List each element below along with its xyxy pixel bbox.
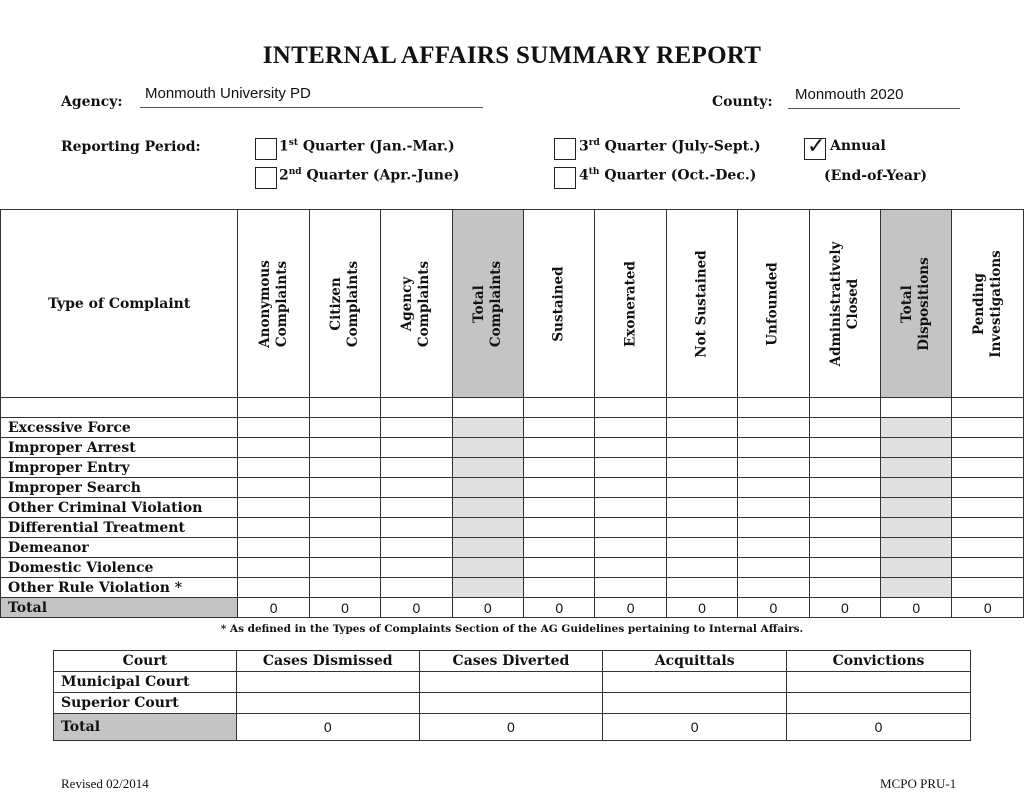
court-total-cell: 0 bbox=[236, 714, 419, 741]
table-cell[interactable] bbox=[238, 438, 309, 458]
agency-underline bbox=[140, 107, 483, 108]
row-label: Excessive Force bbox=[1, 418, 238, 438]
total-cell: 0 bbox=[952, 598, 1024, 618]
table-cell[interactable] bbox=[309, 518, 380, 538]
column-header-label: Administratively Closed bbox=[827, 241, 861, 366]
row-label: Other Criminal Violation bbox=[1, 498, 238, 518]
row-label: Domestic Violence bbox=[1, 558, 238, 578]
column-header-label: Citizen Complaints bbox=[328, 260, 361, 347]
table-cell[interactable] bbox=[952, 458, 1024, 478]
total-cell: 0 bbox=[881, 598, 952, 618]
table-row bbox=[1, 558, 1024, 578]
table-cell[interactable] bbox=[809, 398, 880, 418]
table-cell[interactable] bbox=[666, 398, 737, 418]
court-cell[interactable] bbox=[236, 672, 419, 693]
table-cell[interactable] bbox=[809, 578, 880, 598]
table-cell[interactable] bbox=[738, 538, 809, 558]
total-cell: 0 bbox=[309, 598, 380, 618]
form-id: MCPO PRU-1 bbox=[880, 776, 957, 791]
table-cell[interactable] bbox=[452, 418, 523, 438]
table-cell[interactable] bbox=[666, 578, 737, 598]
total-cell: 0 bbox=[381, 598, 452, 618]
table-cell[interactable] bbox=[238, 538, 309, 558]
table-row bbox=[1, 478, 1024, 498]
table-cell[interactable] bbox=[238, 558, 309, 578]
table-cell[interactable] bbox=[595, 458, 666, 478]
court-column-header: Acquittals bbox=[603, 651, 787, 672]
reporting-period-label: Reporting Period: bbox=[61, 139, 201, 155]
table-cell[interactable] bbox=[309, 578, 380, 598]
court-row-label: Municipal Court bbox=[54, 672, 237, 693]
table-cell[interactable] bbox=[952, 478, 1024, 498]
annual-label: Annual bbox=[830, 138, 886, 154]
column-header-label: Unfounded bbox=[764, 261, 781, 346]
table-cell[interactable] bbox=[666, 538, 737, 558]
table-cell[interactable] bbox=[595, 538, 666, 558]
table-cell[interactable] bbox=[881, 478, 952, 498]
table-cell[interactable] bbox=[881, 578, 952, 598]
table-cell[interactable] bbox=[238, 498, 309, 518]
table-cell[interactable] bbox=[452, 538, 523, 558]
table-cell[interactable] bbox=[809, 558, 880, 578]
table-row bbox=[1, 418, 1024, 438]
table-cell[interactable] bbox=[595, 438, 666, 458]
table-cell[interactable] bbox=[738, 498, 809, 518]
table-cell[interactable] bbox=[524, 538, 595, 558]
table-cell[interactable] bbox=[738, 398, 809, 418]
table-cell[interactable] bbox=[309, 538, 380, 558]
table-cell[interactable] bbox=[524, 458, 595, 478]
q3-checkbox[interactable] bbox=[554, 138, 576, 160]
court-column-header: Convictions bbox=[787, 651, 971, 672]
table-cell[interactable] bbox=[381, 458, 452, 478]
q3-label: 3rd Quarter (July-Sept.) bbox=[579, 138, 761, 155]
table-cell[interactable] bbox=[524, 558, 595, 578]
table-cell[interactable] bbox=[952, 398, 1024, 418]
table-cell[interactable] bbox=[666, 418, 737, 438]
table-cell[interactable] bbox=[738, 418, 809, 438]
court-row bbox=[54, 693, 971, 714]
q1-label: 1st Quarter (Jan.-Mar.) bbox=[279, 138, 455, 155]
column-header bbox=[452, 210, 523, 398]
court-cell[interactable] bbox=[419, 672, 603, 693]
type-of-complaint-header: Type of Complaint bbox=[1, 210, 238, 398]
total-cell: 0 bbox=[666, 598, 737, 618]
court-cell[interactable] bbox=[603, 693, 787, 714]
table-cell[interactable] bbox=[381, 398, 452, 418]
table-cell[interactable] bbox=[881, 438, 952, 458]
table-cell[interactable] bbox=[809, 518, 880, 538]
table-cell[interactable] bbox=[524, 478, 595, 498]
column-header bbox=[881, 210, 952, 398]
table-cell[interactable] bbox=[809, 498, 880, 518]
table-cell[interactable] bbox=[309, 458, 380, 478]
row-label: Other Rule Violation * bbox=[1, 578, 238, 598]
table-cell[interactable] bbox=[952, 498, 1024, 518]
column-header bbox=[809, 210, 880, 398]
table-cell[interactable] bbox=[381, 558, 452, 578]
table-cell[interactable] bbox=[381, 498, 452, 518]
table-cell[interactable] bbox=[452, 558, 523, 578]
table-cell[interactable] bbox=[952, 418, 1024, 438]
court-header-row bbox=[54, 651, 971, 672]
table-cell[interactable] bbox=[309, 418, 380, 438]
court-total-cell: 0 bbox=[787, 714, 971, 741]
table-cell[interactable] bbox=[238, 418, 309, 438]
total-row bbox=[1, 598, 1024, 618]
table-cell[interactable] bbox=[381, 418, 452, 438]
table-cell[interactable] bbox=[666, 558, 737, 578]
table-cell[interactable] bbox=[309, 478, 380, 498]
court-cell[interactable] bbox=[236, 693, 419, 714]
table-cell[interactable] bbox=[524, 498, 595, 518]
table-cell[interactable] bbox=[595, 498, 666, 518]
table-cell[interactable] bbox=[452, 578, 523, 598]
column-header-label: Anonymous Complaints bbox=[256, 259, 290, 348]
column-header bbox=[309, 210, 380, 398]
table-cell[interactable] bbox=[595, 518, 666, 538]
table-cell[interactable] bbox=[452, 438, 523, 458]
q1-checkbox[interactable] bbox=[255, 138, 277, 160]
table-cell[interactable] bbox=[595, 558, 666, 578]
court-table bbox=[53, 650, 971, 741]
court-total-cell: 0 bbox=[603, 714, 787, 741]
table-cell[interactable] bbox=[238, 518, 309, 538]
table-cell[interactable] bbox=[738, 578, 809, 598]
table-cell[interactable] bbox=[809, 438, 880, 458]
table-cell[interactable] bbox=[809, 418, 880, 438]
table-row bbox=[1, 578, 1024, 598]
checkmark-icon: ✓ bbox=[807, 134, 826, 159]
total-cell: 0 bbox=[738, 598, 809, 618]
table-cell[interactable] bbox=[738, 458, 809, 478]
agency-label: Agency: bbox=[61, 94, 123, 110]
table-row bbox=[1, 458, 1024, 478]
table-cell[interactable] bbox=[809, 538, 880, 558]
table-cell[interactable] bbox=[309, 498, 380, 518]
table-cell[interactable] bbox=[452, 478, 523, 498]
column-header bbox=[952, 210, 1024, 398]
table-cell[interactable] bbox=[309, 438, 380, 458]
table-cell[interactable] bbox=[309, 558, 380, 578]
table-cell[interactable] bbox=[881, 498, 952, 518]
county-label: County: bbox=[712, 94, 773, 110]
court-cell[interactable] bbox=[603, 672, 787, 693]
table-cell[interactable] bbox=[738, 558, 809, 578]
table-cell[interactable] bbox=[595, 478, 666, 498]
table-cell[interactable] bbox=[452, 518, 523, 538]
county-value[interactable]: Monmouth 2020 bbox=[795, 86, 904, 103]
table-cell[interactable] bbox=[952, 558, 1024, 578]
table-cell[interactable] bbox=[881, 558, 952, 578]
complaints-table bbox=[0, 209, 1024, 618]
table-cell[interactable] bbox=[524, 398, 595, 418]
column-header-label: Total Dispositions bbox=[899, 256, 933, 351]
agency-value[interactable]: Monmouth University PD bbox=[145, 85, 311, 102]
table-cell[interactable] bbox=[595, 578, 666, 598]
table-cell[interactable] bbox=[381, 438, 452, 458]
court-total-row bbox=[54, 714, 971, 741]
table-cell[interactable] bbox=[238, 398, 309, 418]
report-title: INTERNAL AFFAIRS SUMMARY REPORT bbox=[262, 42, 762, 69]
table-cell[interactable] bbox=[381, 518, 452, 538]
table-cell[interactable] bbox=[452, 398, 523, 418]
table-cell[interactable] bbox=[238, 478, 309, 498]
table-cell[interactable] bbox=[666, 518, 737, 538]
table-cell[interactable] bbox=[452, 498, 523, 518]
total-cell: 0 bbox=[452, 598, 523, 618]
column-header bbox=[381, 210, 452, 398]
table-cell[interactable] bbox=[666, 458, 737, 478]
table-cell[interactable] bbox=[809, 458, 880, 478]
total-cell: 0 bbox=[595, 598, 666, 618]
blank-row bbox=[1, 398, 1024, 418]
total-cell: 0 bbox=[524, 598, 595, 618]
table-cell[interactable] bbox=[952, 518, 1024, 538]
q2-label: 2nd Quarter (Apr.-June) bbox=[279, 167, 460, 184]
table-cell[interactable] bbox=[595, 418, 666, 438]
table-row bbox=[1, 518, 1024, 538]
complaints-header-row bbox=[1, 210, 1024, 398]
court-column-header: Cases Dismissed bbox=[236, 651, 419, 672]
court-cell[interactable] bbox=[787, 672, 971, 693]
footnote: * As defined in the Types of Complaints Section of the AG Guidelines pertaining to Internal Affairs. bbox=[220, 623, 804, 635]
column-header-label: Sustained bbox=[550, 265, 567, 342]
table-cell[interactable] bbox=[381, 578, 452, 598]
annual-checkbox[interactable] bbox=[804, 134, 826, 160]
court-total-cell: 0 bbox=[419, 714, 603, 741]
column-header-label: Agency Complaints bbox=[399, 260, 433, 347]
table-row bbox=[1, 438, 1024, 458]
table-cell[interactable] bbox=[952, 578, 1024, 598]
table-row bbox=[1, 498, 1024, 518]
column-header bbox=[738, 210, 809, 398]
q4-checkbox[interactable] bbox=[554, 167, 576, 189]
table-cell[interactable] bbox=[809, 478, 880, 498]
blank-row-label-cell bbox=[1, 398, 238, 418]
table-cell[interactable] bbox=[666, 478, 737, 498]
column-header bbox=[524, 210, 595, 398]
table-row bbox=[1, 538, 1024, 558]
row-label: Demeanor bbox=[1, 538, 238, 558]
column-header-label: Exonerated bbox=[622, 260, 639, 347]
q2-checkbox[interactable] bbox=[255, 167, 277, 189]
table-cell[interactable] bbox=[238, 578, 309, 598]
table-cell[interactable] bbox=[738, 518, 809, 538]
table-cell[interactable] bbox=[881, 518, 952, 538]
column-header-label: Pending Investigations bbox=[970, 249, 1004, 358]
table-cell[interactable] bbox=[952, 538, 1024, 558]
court-total-label: Total bbox=[54, 714, 237, 741]
court-column-header: Cases Diverted bbox=[419, 651, 603, 672]
table-cell[interactable] bbox=[738, 438, 809, 458]
court-row-label: Superior Court bbox=[54, 693, 237, 714]
total-label: Total bbox=[1, 598, 238, 618]
table-cell[interactable] bbox=[666, 498, 737, 518]
table-cell[interactable] bbox=[524, 518, 595, 538]
court-cell[interactable] bbox=[787, 693, 971, 714]
table-cell[interactable] bbox=[238, 458, 309, 478]
column-header-label: Not Sustained bbox=[693, 249, 710, 358]
revised-date: Revised 02/2014 bbox=[61, 776, 149, 791]
court-column-header: Court bbox=[54, 651, 237, 672]
table-cell[interactable] bbox=[381, 538, 452, 558]
table-cell[interactable] bbox=[524, 438, 595, 458]
table-cell[interactable] bbox=[524, 418, 595, 438]
total-cell: 0 bbox=[238, 598, 309, 618]
court-row bbox=[54, 672, 971, 693]
table-cell[interactable] bbox=[881, 398, 952, 418]
table-cell[interactable] bbox=[595, 398, 666, 418]
court-cell[interactable] bbox=[419, 693, 603, 714]
column-header bbox=[595, 210, 666, 398]
table-cell[interactable] bbox=[952, 438, 1024, 458]
table-cell[interactable] bbox=[452, 458, 523, 478]
total-cell: 0 bbox=[809, 598, 880, 618]
table-cell[interactable] bbox=[666, 438, 737, 458]
q4-label: 4th Quarter (Oct.-Dec.) bbox=[579, 167, 757, 184]
table-cell[interactable] bbox=[738, 478, 809, 498]
column-header-label: Total Complaints bbox=[470, 260, 504, 347]
annual-sub-label: (End-of-Year) bbox=[824, 168, 927, 184]
county-underline bbox=[788, 108, 960, 109]
table-cell[interactable] bbox=[381, 478, 452, 498]
table-cell[interactable] bbox=[309, 398, 380, 418]
table-cell[interactable] bbox=[524, 578, 595, 598]
table-cell[interactable] bbox=[881, 418, 952, 438]
row-label: Differential Treatment bbox=[1, 518, 238, 538]
column-header bbox=[238, 210, 309, 398]
row-label: Improper Arrest bbox=[1, 438, 238, 458]
row-label: Improper Search bbox=[1, 478, 238, 498]
column-header bbox=[666, 210, 737, 398]
table-cell[interactable] bbox=[881, 538, 952, 558]
row-label: Improper Entry bbox=[1, 458, 238, 478]
table-cell[interactable] bbox=[881, 458, 952, 478]
